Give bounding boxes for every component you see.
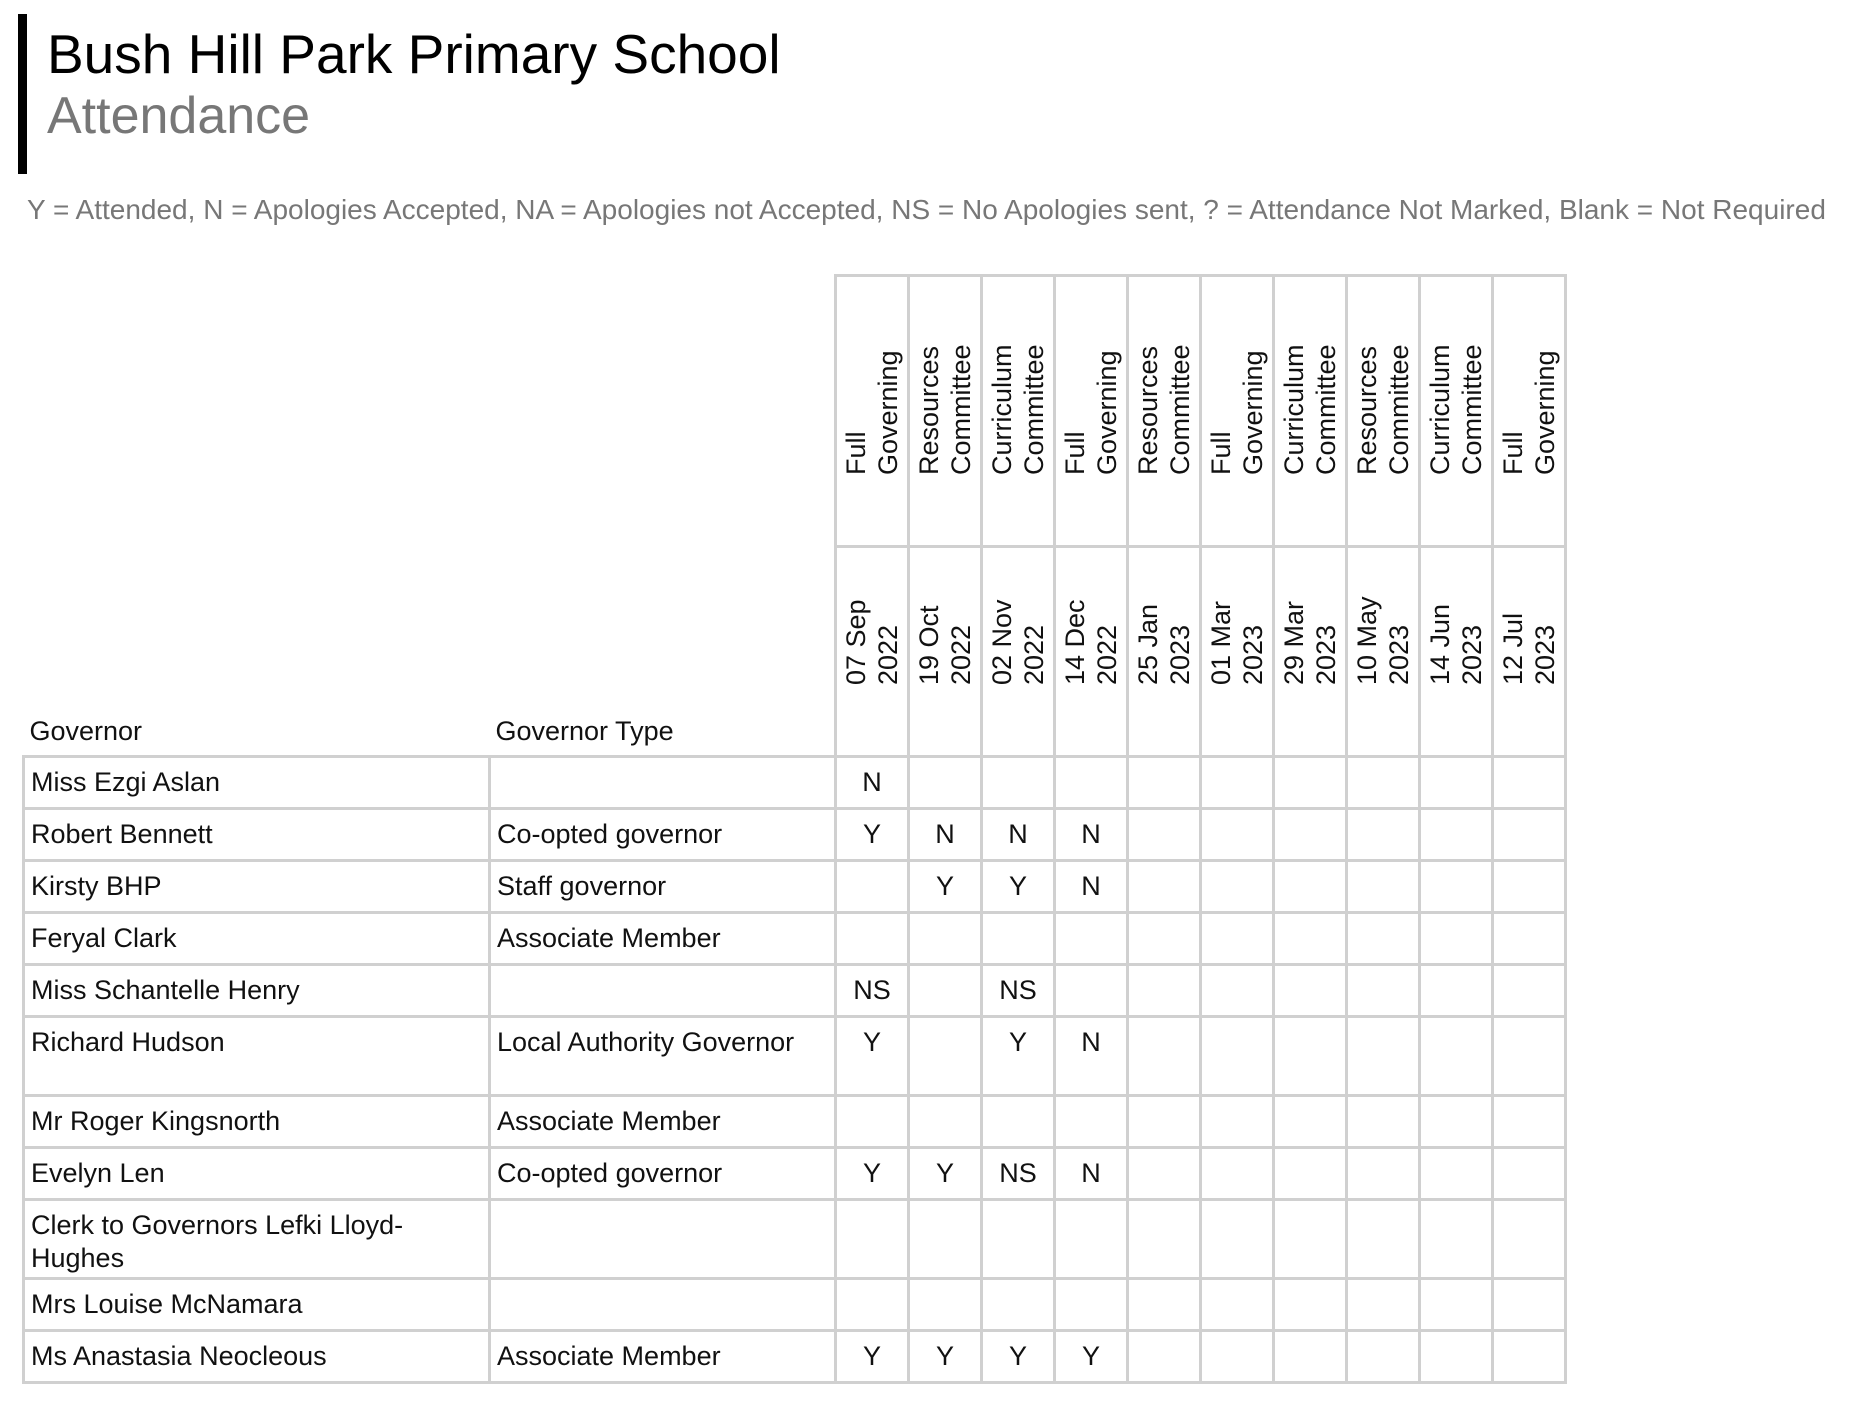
governor-type-cell (490, 965, 836, 1017)
governor-name-cell: Feryal Clark (24, 913, 490, 965)
governor-name-cell: Clerk to Governors Lefki Lloyd-Hughes (24, 1200, 490, 1279)
table-row (24, 1096, 1566, 1148)
attendance-cell: Y (909, 1331, 982, 1383)
attendance-cell (1274, 809, 1347, 861)
attendance-cell (1493, 1096, 1566, 1148)
meeting-date-line2: 2023 (1530, 624, 1560, 685)
attendance-cell: NS (836, 965, 909, 1017)
meeting-date-line2: 2023 (1238, 624, 1268, 685)
meeting-date-header (836, 547, 909, 757)
attendance-cell (1347, 1331, 1420, 1383)
meeting-date-line2: 2022 (1019, 624, 1049, 685)
meeting-name-line2: Committee (1311, 344, 1341, 475)
attendance-cell (836, 1096, 909, 1148)
meeting-name-line2: Governing (1530, 350, 1560, 475)
attendance-cell: Y (836, 1017, 909, 1096)
attendance-cell (1274, 1017, 1347, 1096)
meeting-date-line1: 02 Nov (987, 599, 1017, 685)
meeting-name-header (1128, 276, 1201, 547)
attendance-cell (1128, 1279, 1201, 1331)
attendance-cell (909, 757, 982, 809)
meeting-date-header (1128, 547, 1201, 757)
attendance-cell (1201, 861, 1274, 913)
attendance-cell (1274, 1200, 1347, 1279)
attendance-cell (1493, 809, 1566, 861)
meeting-date-header (1347, 547, 1420, 757)
attendance-cell (1493, 1017, 1566, 1096)
attendance-cell: Y (836, 809, 909, 861)
meeting-date-line1: 07 Sep (841, 599, 871, 685)
header-spacer (24, 276, 490, 547)
attendance-cell: Y (836, 1331, 909, 1383)
header-spacer (490, 276, 836, 547)
attendance-cell (1347, 861, 1420, 913)
governor-type-cell (490, 757, 836, 809)
meeting-name-line2: Committee (946, 344, 976, 475)
table-row (24, 757, 1566, 809)
meeting-name-line1: Full (841, 431, 871, 475)
meeting-name-header (1420, 276, 1493, 547)
attendance-table (22, 274, 1567, 1384)
meeting-date-line1: 14 Jun (1425, 603, 1455, 685)
meeting-name-line2: Governing (1238, 350, 1268, 475)
meeting-name-header (909, 276, 982, 547)
attendance-cell (1420, 1331, 1493, 1383)
meeting-date-line1: 12 Jul (1498, 612, 1528, 685)
attendance-cell (1347, 1148, 1420, 1200)
attendance-cell (1201, 965, 1274, 1017)
attendance-cell (1347, 913, 1420, 965)
attendance-cell (909, 1017, 982, 1096)
attendance-cell (909, 913, 982, 965)
attendance-cell (1128, 913, 1201, 965)
meeting-date-header (1055, 547, 1128, 757)
meeting-name-line1: Curriculum (987, 344, 1017, 475)
attendance-cell (1493, 861, 1566, 913)
attendance-cell (1201, 809, 1274, 861)
attendance-cell: N (1055, 809, 1128, 861)
meeting-date-header (1420, 547, 1493, 757)
attendance-cell: N (1055, 1017, 1128, 1096)
attendance-cell (1201, 913, 1274, 965)
table-row (24, 965, 1566, 1017)
attendance-cell (1128, 1148, 1201, 1200)
governor-name-cell: Richard Hudson (24, 1017, 490, 1096)
meeting-name-line2: Committee (1165, 344, 1195, 475)
governor-name-cell: Kirsty BHP (24, 861, 490, 913)
attendance-cell (1420, 1148, 1493, 1200)
meeting-date-line1: 29 Mar (1279, 600, 1309, 685)
attendance-body (24, 757, 1566, 1383)
attendance-cell: N (836, 757, 909, 809)
attendance-cell (1420, 1096, 1493, 1148)
attendance-cell: Y (909, 1148, 982, 1200)
governor-name-cell: Miss Schantelle Henry (24, 965, 490, 1017)
attendance-cell (1128, 965, 1201, 1017)
attendance-cell (1274, 1331, 1347, 1383)
attendance-cell (1055, 1096, 1128, 1148)
attendance-cell (1493, 965, 1566, 1017)
table-row (24, 1279, 1566, 1331)
attendance-cell (1420, 1279, 1493, 1331)
table-row (24, 1331, 1566, 1383)
governor-name-cell: Miss Ezgi Aslan (24, 757, 490, 809)
meeting-name-header (1055, 276, 1128, 547)
attendance-cell (1347, 757, 1420, 809)
column-header-governor-type: Governor Type (490, 547, 836, 757)
meeting-date-line2: 2023 (1165, 624, 1195, 685)
attendance-cell (1493, 1279, 1566, 1331)
attendance-cell: Y (982, 1331, 1055, 1383)
governor-type-cell: Associate Member (490, 1331, 836, 1383)
table-row (24, 809, 1566, 861)
meeting-name-header (982, 276, 1055, 547)
governor-type-cell: Associate Member (490, 1096, 836, 1148)
attendance-cell (836, 913, 909, 965)
table-row (24, 861, 1566, 913)
attendance-cell (1493, 1331, 1566, 1383)
title-accent-bar (18, 14, 27, 174)
attendance-cell (836, 861, 909, 913)
attendance-cell: Y (982, 861, 1055, 913)
attendance-cell (1201, 1148, 1274, 1200)
attendance-cell (1420, 913, 1493, 965)
meeting-date-line1: 01 Mar (1206, 600, 1236, 685)
meeting-date-header (982, 547, 1055, 757)
attendance-cell (1055, 1200, 1128, 1279)
attendance-cell (1347, 1279, 1420, 1331)
attendance-cell (1128, 861, 1201, 913)
meeting-name-line1: Full (1498, 431, 1528, 475)
meeting-date-header (1274, 547, 1347, 757)
governor-type-cell: Staff governor (490, 861, 836, 913)
attendance-cell (1055, 757, 1128, 809)
attendance-cell (1493, 913, 1566, 965)
attendance-cell (1128, 1096, 1201, 1148)
attendance-cell (1201, 1096, 1274, 1148)
attendance-cell (1420, 965, 1493, 1017)
attendance-cell (909, 1200, 982, 1279)
meeting-name-header (1493, 276, 1566, 547)
meeting-date-header (1493, 547, 1566, 757)
attendance-cell (836, 1200, 909, 1279)
attendance-cell (1420, 757, 1493, 809)
attendance-cell (982, 757, 1055, 809)
governor-type-cell: Co-opted governor (490, 1148, 836, 1200)
attendance-cell (909, 1279, 982, 1331)
attendance-cell (1274, 965, 1347, 1017)
meeting-name-line2: Committee (1019, 344, 1049, 475)
meeting-name-line2: Governing (873, 350, 903, 475)
attendance-cell (1274, 1279, 1347, 1331)
attendance-cell (1128, 757, 1201, 809)
column-header-governor: Governor (24, 547, 490, 757)
attendance-cell: N (1055, 1148, 1128, 1200)
meeting-name-line1: Full (1060, 431, 1090, 475)
governor-type-cell: Local Authority Governor (490, 1017, 836, 1096)
governor-name-cell: Mrs Louise McNamara (24, 1279, 490, 1331)
attendance-cell (1493, 1148, 1566, 1200)
meeting-date-header (1201, 547, 1274, 757)
page-subtitle: Attendance (47, 87, 311, 145)
attendance-cell (1201, 1017, 1274, 1096)
governor-name-cell: Robert Bennett (24, 809, 490, 861)
meeting-name-line2: Committee (1457, 344, 1487, 475)
attendance-cell: Y (982, 1017, 1055, 1096)
attendance-legend: Y = Attended, N = Apologies Accepted, NA = Apologies not Accepted, NS = No Apologies sent, ? = Attendance Not Marked, Blank = Not Required (27, 194, 1826, 225)
meeting-date-row (24, 547, 1566, 757)
attendance-cell (1493, 757, 1566, 809)
meeting-name-header (1274, 276, 1347, 547)
meeting-date-line1: 19 Oct (914, 605, 944, 685)
attendance-cell (1128, 1331, 1201, 1383)
page-title: Bush Hill Park Primary School (47, 23, 781, 85)
meeting-name-header (836, 276, 909, 547)
attendance-cell (909, 1096, 982, 1148)
meeting-date-header (909, 547, 982, 757)
attendance-cell (982, 913, 1055, 965)
attendance-cell (1347, 1096, 1420, 1148)
governor-type-cell: Associate Member (490, 913, 836, 965)
attendance-cell (1128, 1200, 1201, 1279)
governor-name-cell: Evelyn Len (24, 1148, 490, 1200)
attendance-cell (1201, 1200, 1274, 1279)
governor-name-cell: Mr Roger Kingsnorth (24, 1096, 490, 1148)
governor-type-cell (490, 1279, 836, 1331)
attendance-cell (1055, 1279, 1128, 1331)
attendance-cell: Y (836, 1148, 909, 1200)
attendance-cell (1347, 965, 1420, 1017)
meeting-date-line2: 2023 (1311, 624, 1341, 685)
governor-type-cell (490, 1200, 836, 1279)
meeting-name-header (1347, 276, 1420, 547)
attendance-cell (1274, 1148, 1347, 1200)
attendance-cell (1420, 1200, 1493, 1279)
attendance-cell (1201, 1331, 1274, 1383)
meeting-date-line1: 14 Dec (1060, 599, 1090, 685)
meeting-date-line1: 10 May (1352, 596, 1382, 685)
meeting-date-line1: 25 Jan (1133, 603, 1163, 685)
table-row (24, 1200, 1566, 1279)
meeting-name-line1: Curriculum (1425, 344, 1455, 475)
attendance-cell: Y (909, 861, 982, 913)
attendance-cell (836, 1279, 909, 1331)
attendance-cell: N (909, 809, 982, 861)
attendance-cell (1274, 913, 1347, 965)
attendance-cell (909, 965, 982, 1017)
table-row (24, 913, 1566, 965)
attendance-cell (1274, 757, 1347, 809)
attendance-cell (1274, 861, 1347, 913)
meeting-name-line1: Curriculum (1279, 344, 1309, 475)
meeting-name-header (1201, 276, 1274, 547)
attendance-cell (1274, 1096, 1347, 1148)
attendance-cell (1420, 861, 1493, 913)
attendance-cell (1128, 809, 1201, 861)
meeting-name-line2: Committee (1384, 344, 1414, 475)
attendance-cell (982, 1096, 1055, 1148)
meeting-date-line2: 2022 (873, 624, 903, 685)
meeting-name-row (24, 276, 1566, 547)
attendance-cell (1347, 809, 1420, 861)
meeting-name-line1: Resources (1352, 345, 1382, 475)
table-row (24, 1017, 1566, 1096)
attendance-cell (1201, 757, 1274, 809)
attendance-cell: Y (1055, 1331, 1128, 1383)
meeting-name-line1: Full (1206, 431, 1236, 475)
attendance-cell (982, 1200, 1055, 1279)
meeting-date-line2: 2022 (946, 624, 976, 685)
meeting-date-line2: 2023 (1457, 624, 1487, 685)
attendance-cell (1128, 1017, 1201, 1096)
meeting-name-line2: Governing (1092, 350, 1122, 475)
attendance-cell (982, 1279, 1055, 1331)
meeting-name-line1: Resources (1133, 345, 1163, 475)
attendance-cell (1347, 1017, 1420, 1096)
meeting-date-line2: 2022 (1092, 624, 1122, 685)
attendance-cell: NS (982, 965, 1055, 1017)
attendance-cell (1055, 965, 1128, 1017)
attendance-cell (1420, 809, 1493, 861)
meeting-name-line1: Resources (914, 345, 944, 475)
meeting-date-line2: 2023 (1384, 624, 1414, 685)
attendance-cell (1055, 913, 1128, 965)
governor-type-cell: Co-opted governor (490, 809, 836, 861)
table-row (24, 1148, 1566, 1200)
attendance-cell: NS (982, 1148, 1055, 1200)
attendance-cell: N (982, 809, 1055, 861)
attendance-cell (1347, 1200, 1420, 1279)
governor-name-cell: Ms Anastasia Neocleous (24, 1331, 490, 1383)
attendance-cell (1420, 1017, 1493, 1096)
attendance-cell: N (1055, 861, 1128, 913)
attendance-cell (1201, 1279, 1274, 1331)
attendance-cell (1493, 1200, 1566, 1279)
